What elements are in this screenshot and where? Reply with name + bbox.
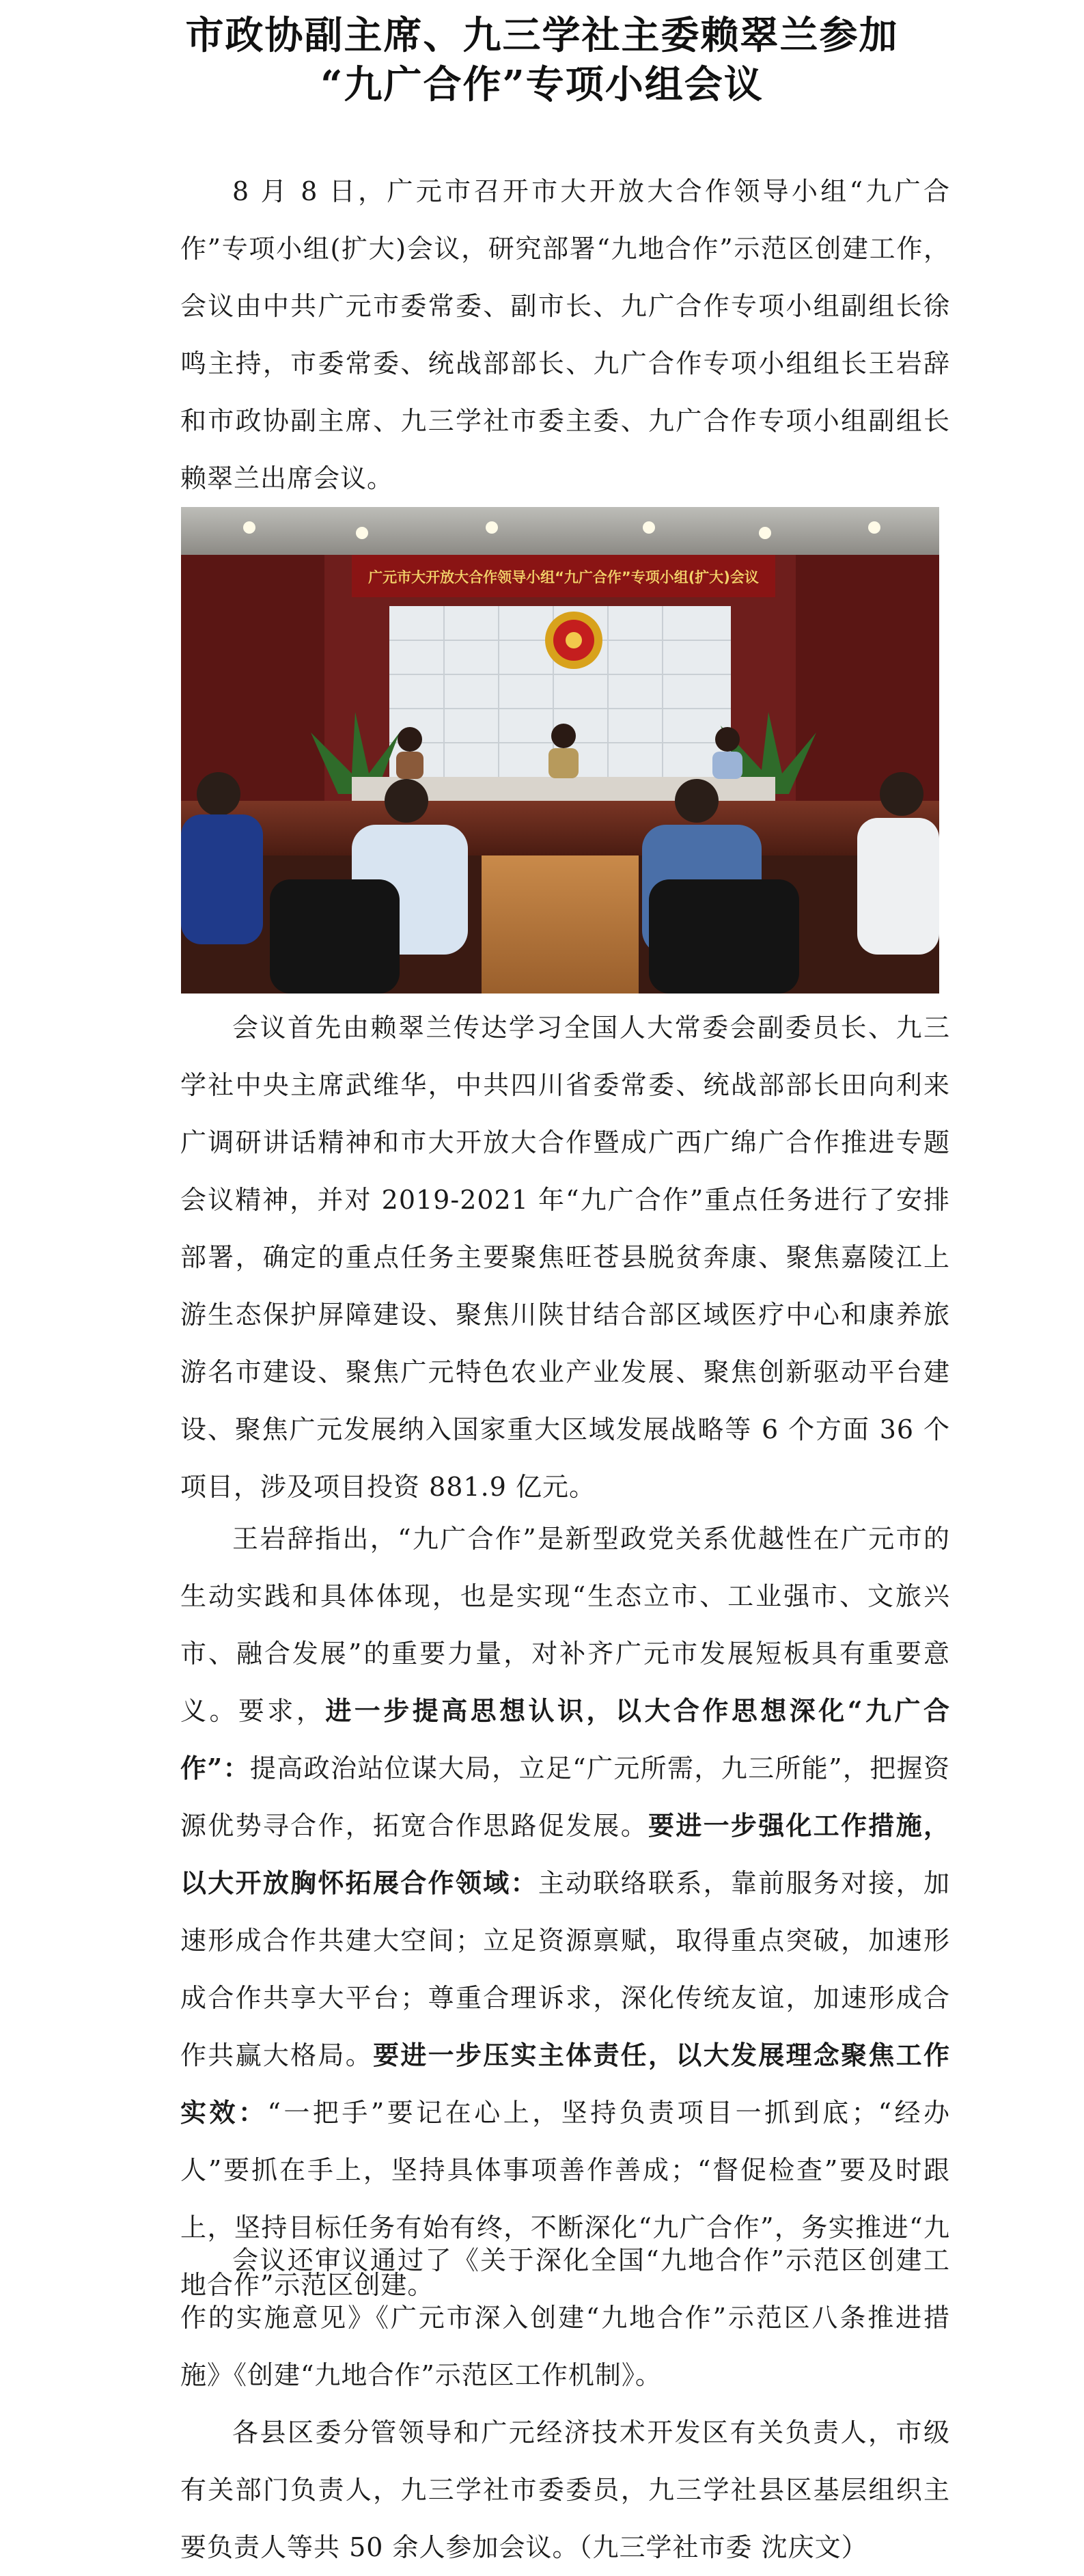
requirement-1-heading: 进一步提高思想认识，以大合作思想深化“九广合作”： [180,1695,950,1783]
requirement-2-text: 主动联络联系，靠前服务对接，加速形成合作共建大空间；立足资源禀赋，取得重点突破，加速形成合作共享大平台；尊重合理诉求，深化传统友谊，加速形成合作共赢大格局。 [180,1868,950,2070]
requirement-1-text: 提高政治站位谋大局，立足“广元所需，九三所能”，把握资源优势寻合作，拓宽合作思路促发展。 [180,1753,950,1841]
meeting-banner-text: 广元市大开放大合作领导小组“九广合作”专项小组(扩大)会议 [368,569,759,586]
paragraph-task-deployment: 会议首先由赖翠兰传达学习全国人大常委会副委员长、九三学社中央主席武维华，中共四川省委常委、统战部部长田向利来广调研讲话精神和市大开放大合作暨成广西广绵广合作推进专题会议精神，并对 2019-2021 年“九广合作”重点任务进行了安排部署，确定的重点任务主要聚焦旺苍县脱贫奔康、聚焦嘉陵江上游生态保护屏障建设、聚焦川陕甘结合部区域医疗中心和康养旅游名市建设、聚焦广元特色农业产业发展、聚焦创新驱动平台建设、聚焦广元发展纳入国家重大区域发展战略等 6 个方面 36 个项目，涉及项目投资 881.9 亿元。 [180,1013,950,1502]
paragraph-attendees: 各县区委分管领导和广元经济技术开发区有关负责人，市级有关部门负责人，九三学社市委委员，九三学社县区基层组织主要负责人等共 50 余人参加会议。（九三学社市委 沈庆文） [180,2417,950,2562]
paragraph-documents-approved: 会议还审议通过了《关于深化全国“九地合作”示范区创建工作的实施意见》《广元市深入创建“九地合作”示范区八条推进措施》《创建“九地合作”示范区工作机制》。 [180,2245,950,2390]
requirement-2-heading: 要进一步强化工作措施，以大开放胸怀拓展合作领域： [180,1810,950,1898]
article-title-line-2: “九广合作”专项小组会议 [320,62,764,107]
requirement-3-heading: 要进一步压实主体责任，以大发展理念聚焦工作实效： [180,2040,950,2128]
requirement-3-text: “一把手”要记在心上，坚持负责项目一抓到底；“经办人”要抓在手上，坚持具体事项善作善成；“督促检查”要及时跟上，坚持目标任务有始有终，不断深化“九广合作”，务实推进“九地合作”示范区创建。 [180,2098,950,2300]
meeting-photo [181,507,939,994]
requirements-intro: 王岩辞指出，“九广合作”是新型政党关系优越性在广元市的生动实践和具体体现，也是实现“生态立市、工业强市、文旅兴市、融合发展”的重要力量，对补齐广元市发展短板具有重要意义。要求， [180,1524,950,1726]
article-title-line-1: 市政协副主席、九三学社主委赖翠兰参加 [185,13,899,58]
paragraph-intro: 8 月 8 日，广元市召开市大开放大合作领导小组“九广合作”专项小组(扩大)会议，研究部署“九地合作”示范区创建工作，会议由中共广元市委常委、副市长、九广合作专项小组副组长徐鸣主持，市委常委、统战部部长、九广合作专项小组组长王岩辞和市政协副主席、九三学社市委主委、九广合作专项小组副组长赖翠兰出席会议。 [180,176,950,493]
paragraph-requirements [180,1510,950,2314]
